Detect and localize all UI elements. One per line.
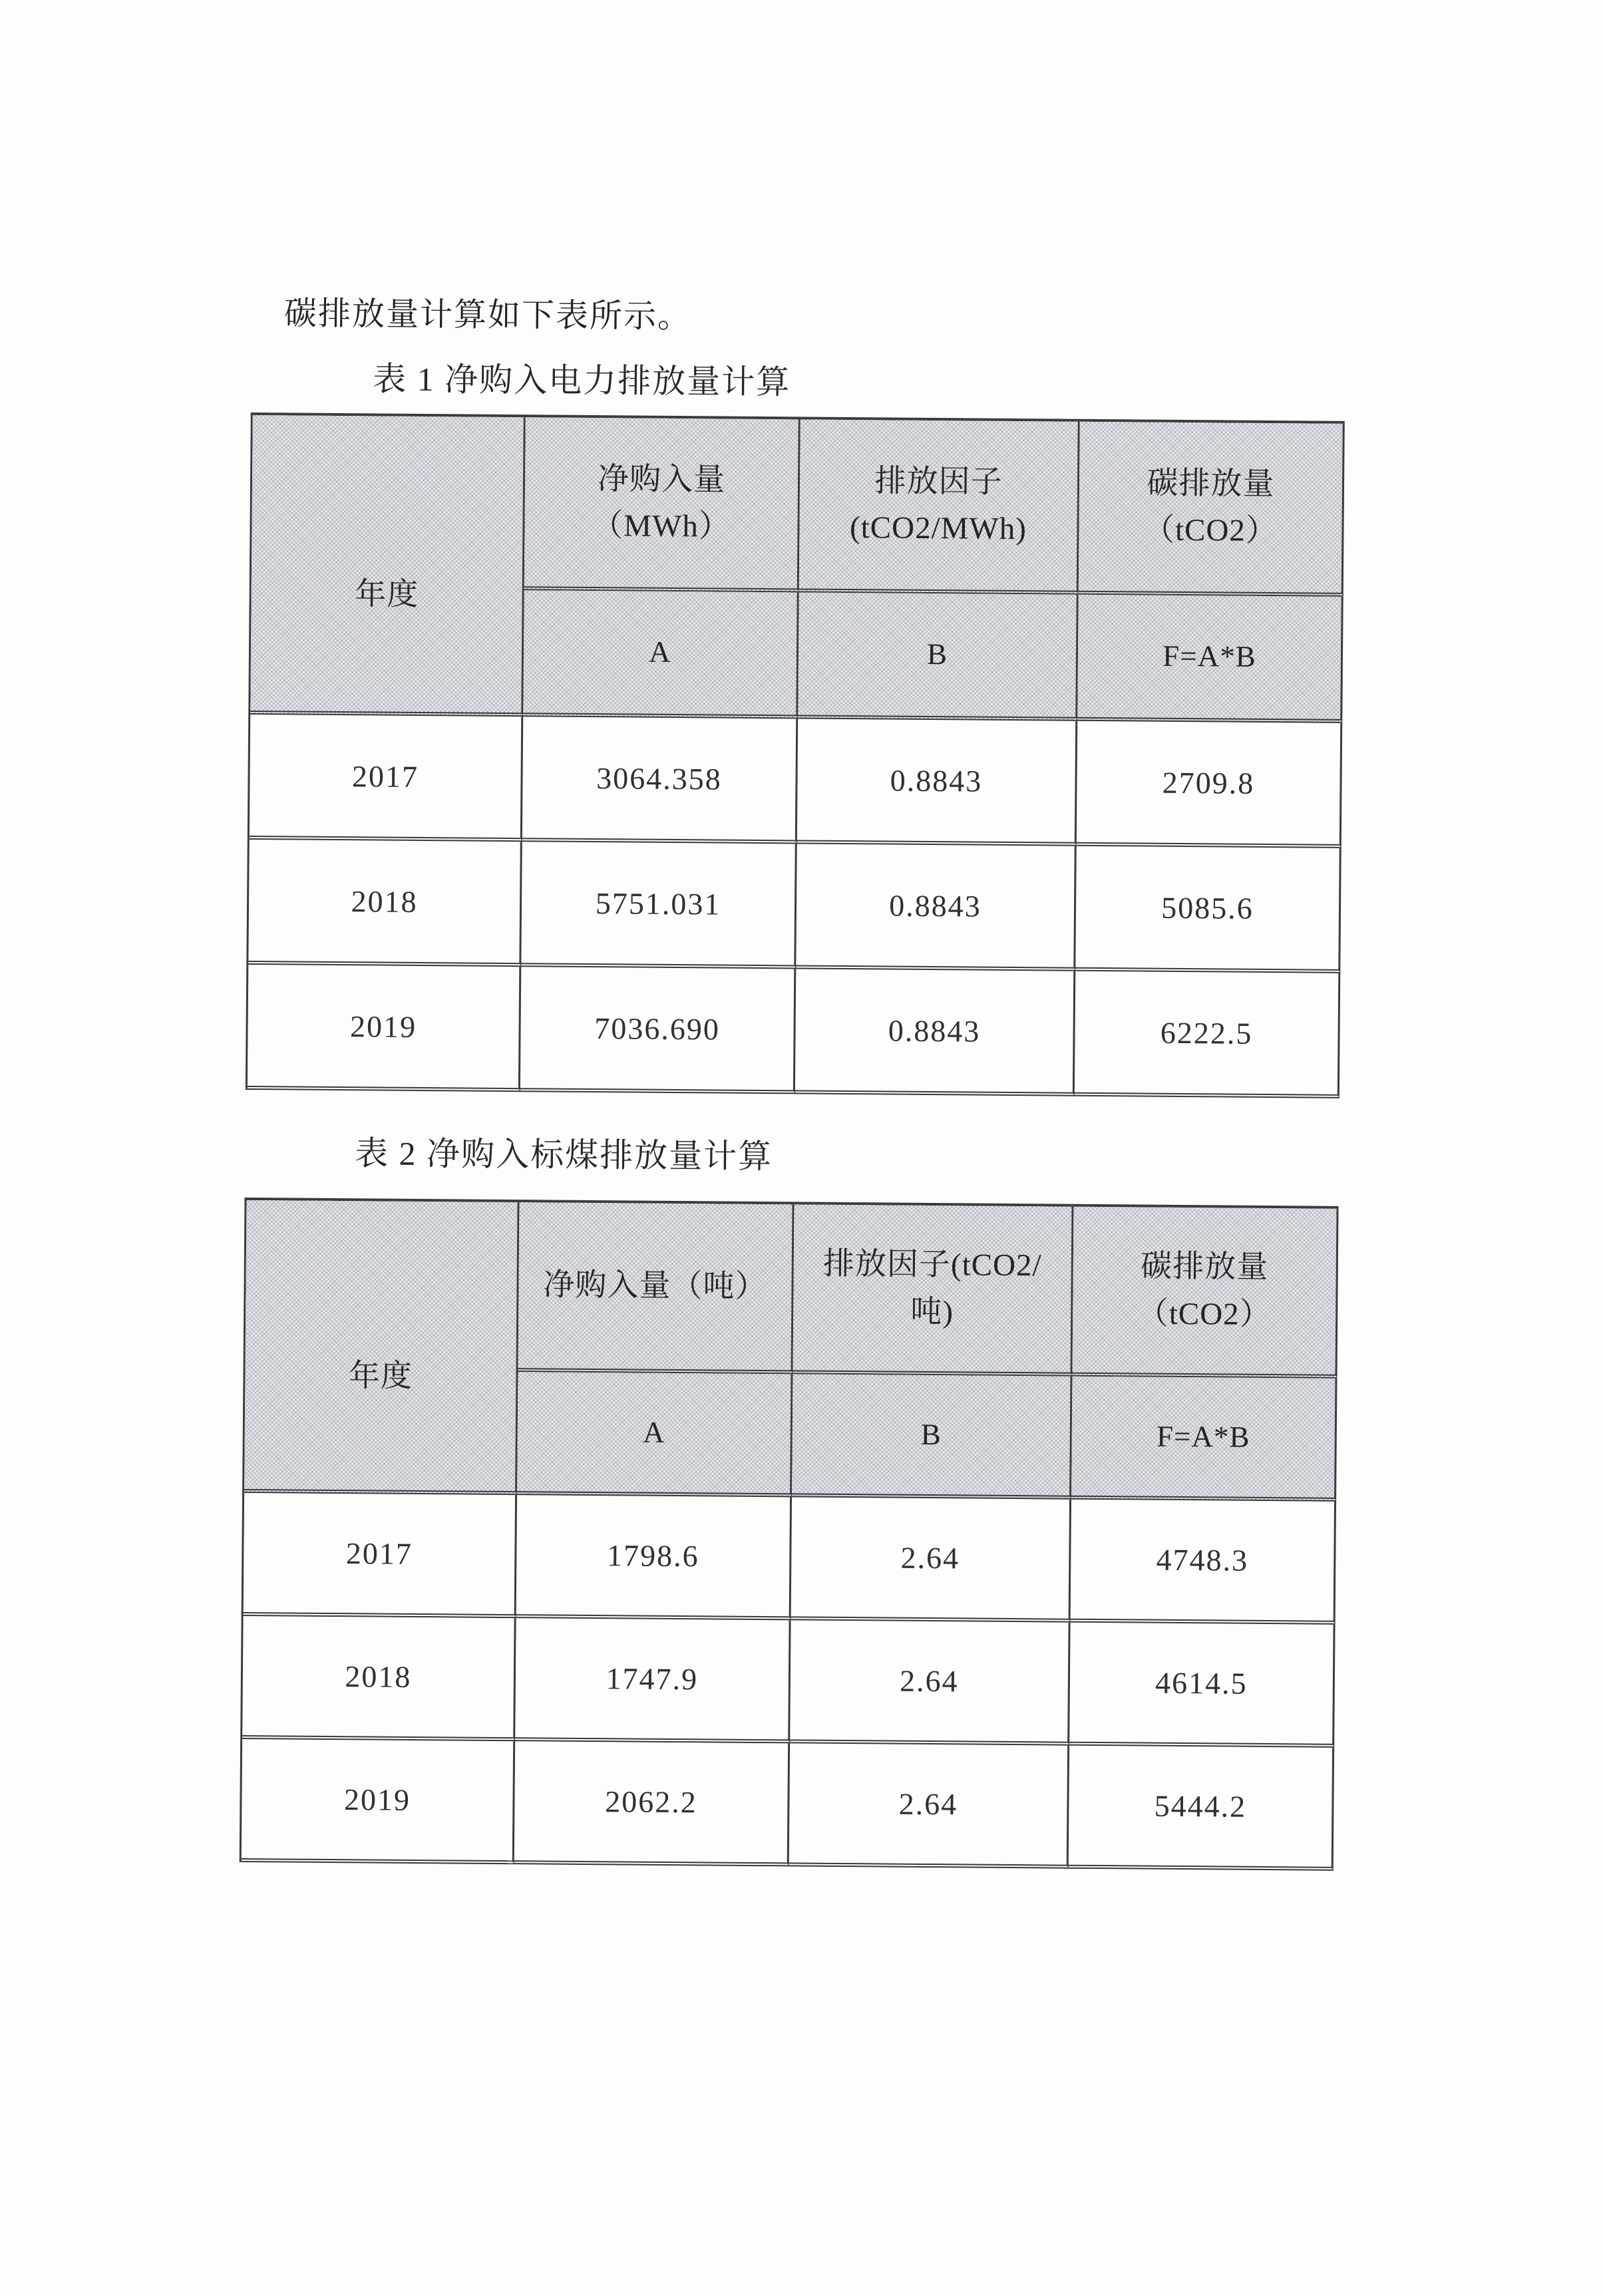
cell-net-purchase: 5751.031: [521, 842, 797, 969]
table-2-header-emission-factor: 排放因子(tCO2/吨): [793, 1204, 1074, 1376]
cell-net-purchase: 7036.690: [520, 967, 796, 1094]
cell-net-purchase: 2062.2: [514, 1741, 790, 1866]
table-2-header-year: 年度: [244, 1200, 519, 1495]
table-2-header-row: [246, 1200, 1339, 1379]
cell-emission-factor: 0.8843: [795, 969, 1075, 1096]
table-1-electricity-emissions: [246, 412, 1345, 1098]
table-2-row-2018: [242, 1616, 1335, 1748]
cell-year: 2017: [250, 715, 523, 842]
table-2-header-carbon-emission: 碳排放量（tCO2）: [1073, 1207, 1339, 1379]
cell-emission-factor: 2.64: [790, 1620, 1070, 1745]
table-1-row-2018: [248, 840, 1341, 973]
cell-carbon-emission: 6222.5: [1075, 971, 1340, 1098]
cell-emission-factor: 2.64: [789, 1743, 1069, 1868]
table-1-header-carbon-emission: 碳排放量（tCO2）: [1079, 422, 1345, 597]
table-2-title: 表 2 净购入标煤排放量计算: [354, 1134, 773, 1176]
table-1-header-emission-factor: 排放因子(tCO2/MWh): [799, 419, 1080, 594]
cell-emission-factor: 2.64: [791, 1497, 1071, 1622]
cell-carbon-emission: 5085.6: [1075, 846, 1341, 973]
table-1-subheader-a: A: [523, 590, 799, 719]
table-2-subheader-f: F=A*B: [1071, 1377, 1337, 1502]
table-2-row-2017: [244, 1493, 1336, 1625]
table-2-subheader-a: A: [517, 1372, 793, 1497]
table-1-subheader-b: B: [798, 592, 1078, 721]
table-1-title: 表 1 净购入电力排放量计算: [373, 360, 791, 401]
cell-carbon-emission: 4748.3: [1071, 1500, 1336, 1625]
table-1-row-2019: [248, 965, 1340, 1098]
cell-emission-factor: 0.8843: [797, 719, 1077, 846]
table-2-row-2019: [242, 1739, 1334, 1871]
table-1-subheader-f: F=A*B: [1077, 595, 1343, 723]
table-1-header-net-purchase: 净购入量（MWh）: [524, 417, 801, 592]
cell-emission-factor: 0.8843: [796, 844, 1076, 971]
cell-year: 2019: [242, 1739, 515, 1864]
cell-year: 2019: [248, 965, 521, 1092]
cell-carbon-emission: 2709.8: [1077, 721, 1342, 848]
table-1-header-row: [252, 415, 1345, 597]
cell-year: 2017: [244, 1493, 517, 1618]
intro-paragraph: 碳排放量计算如下表所示。: [283, 295, 692, 335]
table-2-subheader-b: B: [792, 1374, 1072, 1499]
cell-year: 2018: [248, 840, 522, 967]
cell-year: 2018: [242, 1616, 516, 1741]
cell-net-purchase: 3064.358: [522, 717, 798, 844]
cell-carbon-emission: 4614.5: [1069, 1623, 1335, 1748]
cell-net-purchase: 1747.9: [515, 1618, 791, 1743]
table-2-header-net-purchase: 净购入量（吨）: [518, 1202, 795, 1374]
table-2-coal-emissions: [240, 1198, 1339, 1871]
cell-net-purchase: 1798.6: [516, 1495, 792, 1620]
cell-carbon-emission: 5444.2: [1069, 1746, 1334, 1871]
table-1-header-year: 年度: [250, 415, 526, 717]
table-1-row-2017: [250, 715, 1342, 848]
